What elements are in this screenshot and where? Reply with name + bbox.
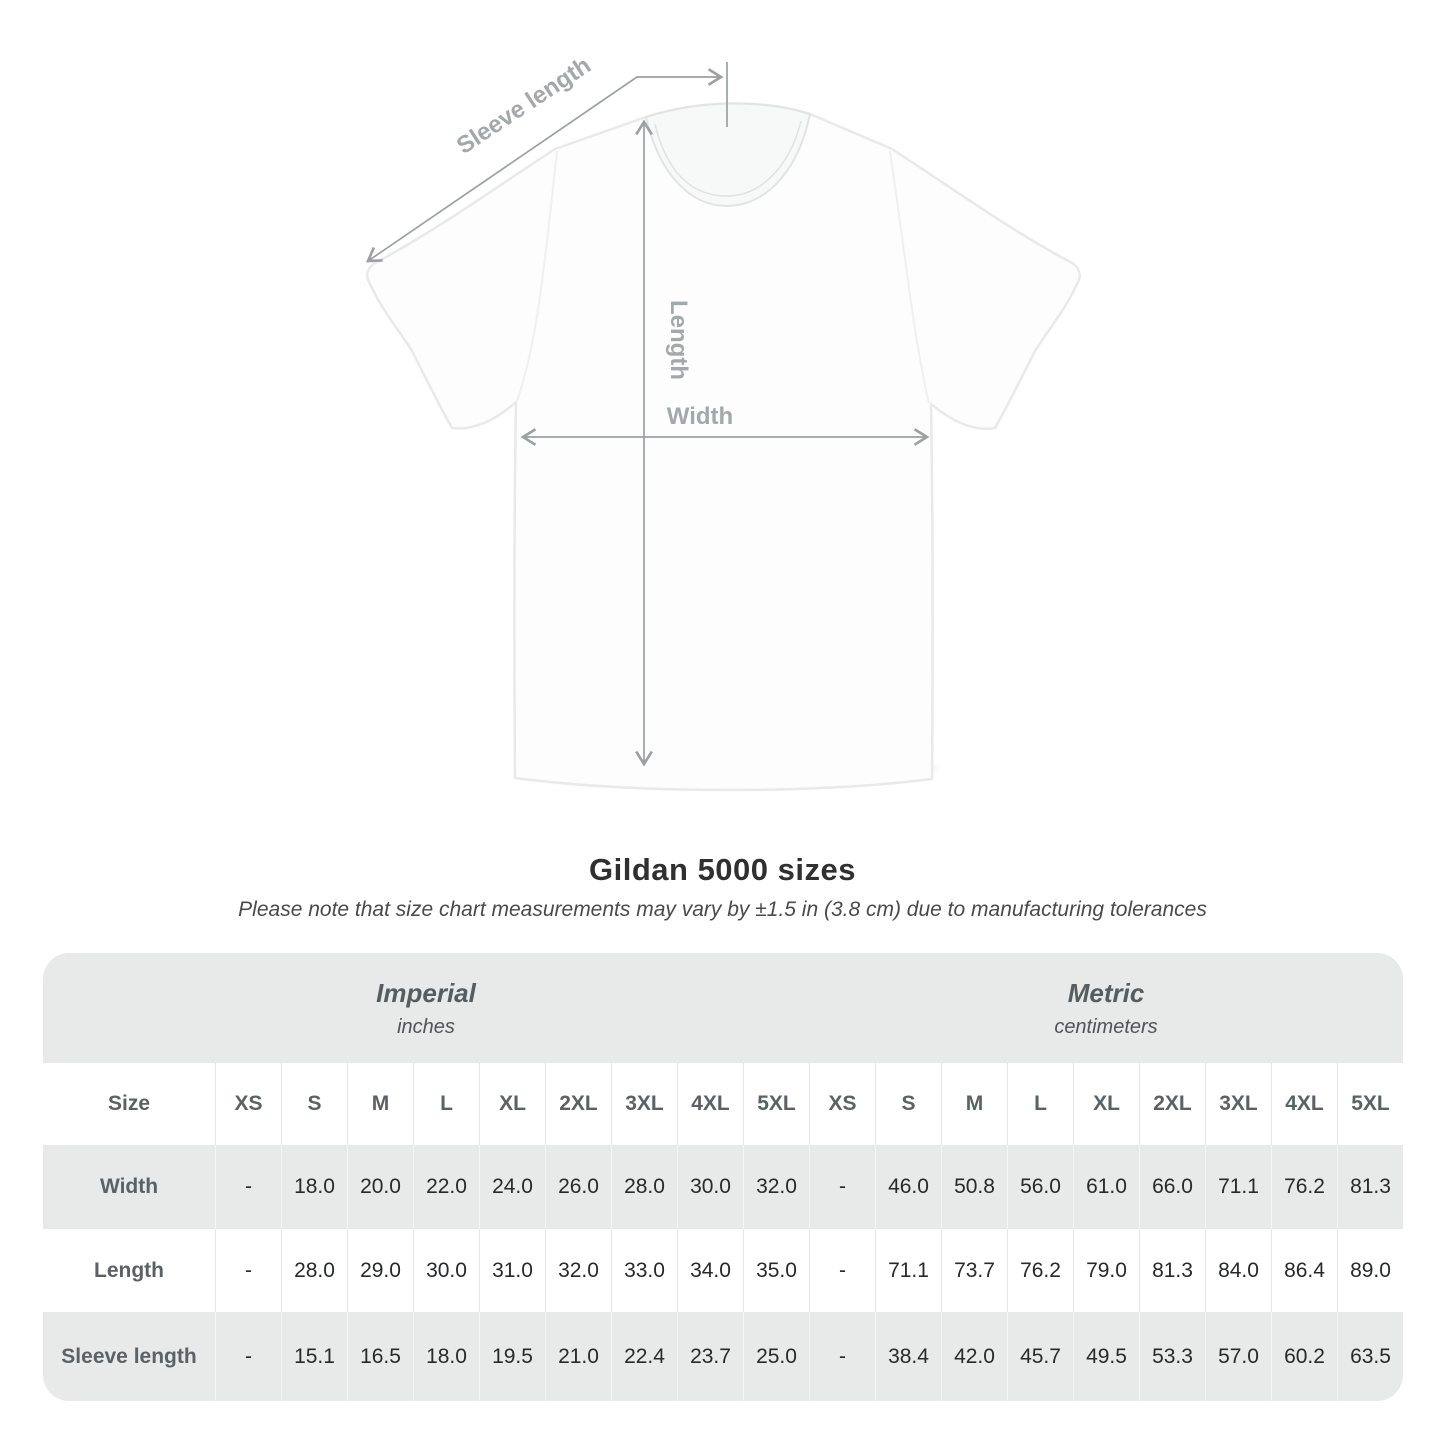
size-header-imperial: 2XL bbox=[545, 1063, 611, 1145]
value-cell-imperial: 18.0 bbox=[413, 1312, 479, 1401]
imperial-unit: inches bbox=[397, 1015, 455, 1038]
width-label: Width bbox=[666, 403, 734, 430]
value-cell-imperial: - bbox=[215, 1145, 281, 1229]
value-cell-imperial: 31.0 bbox=[479, 1229, 545, 1312]
value-cell-imperial: 18.0 bbox=[281, 1145, 347, 1229]
value-cell-metric: 73.7 bbox=[941, 1229, 1007, 1312]
value-cell-imperial: 30.0 bbox=[677, 1145, 743, 1229]
value-cell-imperial: 35.0 bbox=[743, 1229, 809, 1312]
value-cell-imperial: 32.0 bbox=[545, 1229, 611, 1312]
row-label: Width bbox=[99, 1175, 159, 1198]
value-cell-imperial: 23.7 bbox=[677, 1312, 743, 1401]
size-header-metric: S bbox=[875, 1063, 941, 1145]
table-row-sleeve-length bbox=[43, 1312, 1403, 1401]
size-header-row bbox=[43, 1063, 1403, 1145]
value-cell-metric: 81.3 bbox=[1337, 1145, 1403, 1229]
value-cell-metric: 42.0 bbox=[941, 1312, 1007, 1401]
table-row-length bbox=[43, 1229, 1403, 1312]
table-row-width bbox=[43, 1145, 1403, 1229]
value-cell-imperial: 30.0 bbox=[413, 1229, 479, 1312]
value-cell-metric: 50.8 bbox=[941, 1145, 1007, 1229]
size-header-metric: XS bbox=[809, 1063, 875, 1145]
unit-header-band bbox=[43, 953, 1403, 1063]
value-cell-imperial: 24.0 bbox=[479, 1145, 545, 1229]
size-header-imperial: S bbox=[281, 1063, 347, 1145]
size-header-imperial: L bbox=[413, 1063, 479, 1145]
page-title: Gildan 5000 sizes bbox=[589, 852, 856, 887]
value-cell-imperial: 22.4 bbox=[611, 1312, 677, 1401]
value-cell-imperial: 16.5 bbox=[347, 1312, 413, 1401]
imperial-label: Imperial bbox=[376, 977, 476, 1008]
value-cell-imperial: 26.0 bbox=[545, 1145, 611, 1229]
size-column-header: Size bbox=[107, 1092, 151, 1115]
size-header-imperial: 4XL bbox=[677, 1063, 743, 1145]
value-cell-metric: 79.0 bbox=[1073, 1229, 1139, 1312]
value-cell-imperial: 28.0 bbox=[611, 1145, 677, 1229]
size-header-imperial: 3XL bbox=[611, 1063, 677, 1145]
row-label: Length bbox=[94, 1258, 164, 1282]
value-cell-imperial: 34.0 bbox=[677, 1229, 743, 1312]
value-cell-metric: 86.4 bbox=[1271, 1229, 1337, 1312]
value-cell-metric: - bbox=[809, 1312, 875, 1401]
value-cell-metric: - bbox=[809, 1229, 875, 1312]
metric-label: Metric bbox=[1067, 977, 1145, 1008]
size-header-metric: L bbox=[1007, 1063, 1073, 1145]
size-table bbox=[43, 953, 1403, 1401]
metric-unit: centimeters bbox=[1054, 1015, 1158, 1038]
value-cell-metric: 45.7 bbox=[1007, 1312, 1073, 1401]
value-cell-metric: 63.5 bbox=[1337, 1312, 1403, 1401]
value-cell-metric: 61.0 bbox=[1073, 1145, 1139, 1229]
value-cell-metric: 66.0 bbox=[1139, 1145, 1205, 1229]
value-cell-metric: 60.2 bbox=[1271, 1312, 1337, 1401]
value-cell-metric: 49.5 bbox=[1073, 1312, 1139, 1401]
value-cell-metric: 89.0 bbox=[1337, 1229, 1403, 1312]
value-cell-imperial: - bbox=[215, 1229, 281, 1312]
value-cell-metric: - bbox=[809, 1145, 875, 1229]
value-cell-metric: 81.3 bbox=[1139, 1229, 1205, 1312]
value-cell-imperial: 22.0 bbox=[413, 1145, 479, 1229]
value-cell-metric: 76.2 bbox=[1271, 1145, 1337, 1229]
size-header-imperial: 5XL bbox=[743, 1063, 809, 1145]
size-header-imperial: XL bbox=[479, 1063, 545, 1145]
value-cell-imperial: 25.0 bbox=[743, 1312, 809, 1401]
value-cell-metric: 56.0 bbox=[1007, 1145, 1073, 1229]
value-cell-metric: 46.0 bbox=[875, 1145, 941, 1229]
size-header-imperial: M bbox=[347, 1063, 413, 1145]
value-cell-imperial: 20.0 bbox=[347, 1145, 413, 1229]
value-cell-imperial: 15.1 bbox=[281, 1312, 347, 1401]
value-cell-metric: 71.1 bbox=[1205, 1145, 1271, 1229]
value-cell-metric: 84.0 bbox=[1205, 1229, 1271, 1312]
size-header-metric: 5XL bbox=[1337, 1063, 1403, 1145]
tshirt-image bbox=[367, 103, 1079, 790]
size-header-imperial: XS bbox=[215, 1063, 281, 1145]
size-header-metric: 3XL bbox=[1205, 1063, 1271, 1145]
value-cell-imperial: 19.5 bbox=[479, 1312, 545, 1401]
value-cell-imperial: 21.0 bbox=[545, 1312, 611, 1401]
value-cell-metric: 38.4 bbox=[875, 1312, 941, 1401]
size-header-metric: 4XL bbox=[1271, 1063, 1337, 1145]
size-header-metric: XL bbox=[1073, 1063, 1139, 1145]
value-cell-imperial: 28.0 bbox=[281, 1229, 347, 1312]
value-cell-metric: 71.1 bbox=[875, 1229, 941, 1312]
page-subtitle: Please note that size chart measurements may vary by ±1.5 in (3.8 cm) due to manufacturing tolerances bbox=[238, 898, 1207, 921]
value-cell-metric: 53.3 bbox=[1139, 1312, 1205, 1401]
value-cell-metric: 76.2 bbox=[1007, 1229, 1073, 1312]
value-cell-imperial: 29.0 bbox=[347, 1229, 413, 1312]
value-cell-imperial: 33.0 bbox=[611, 1229, 677, 1312]
size-header-metric: M bbox=[941, 1063, 1007, 1145]
value-cell-metric: 57.0 bbox=[1205, 1312, 1271, 1401]
unit-header-metric bbox=[809, 953, 1403, 1063]
sleeve-length-label: Sleeve length bbox=[451, 51, 596, 160]
value-cell-imperial: - bbox=[215, 1312, 281, 1401]
row-label: Sleeve length bbox=[61, 1344, 197, 1368]
unit-header-imperial bbox=[43, 953, 809, 1063]
value-cell-imperial: 32.0 bbox=[743, 1145, 809, 1229]
size-header-metric: 2XL bbox=[1139, 1063, 1205, 1145]
length-label: Length bbox=[665, 300, 692, 380]
